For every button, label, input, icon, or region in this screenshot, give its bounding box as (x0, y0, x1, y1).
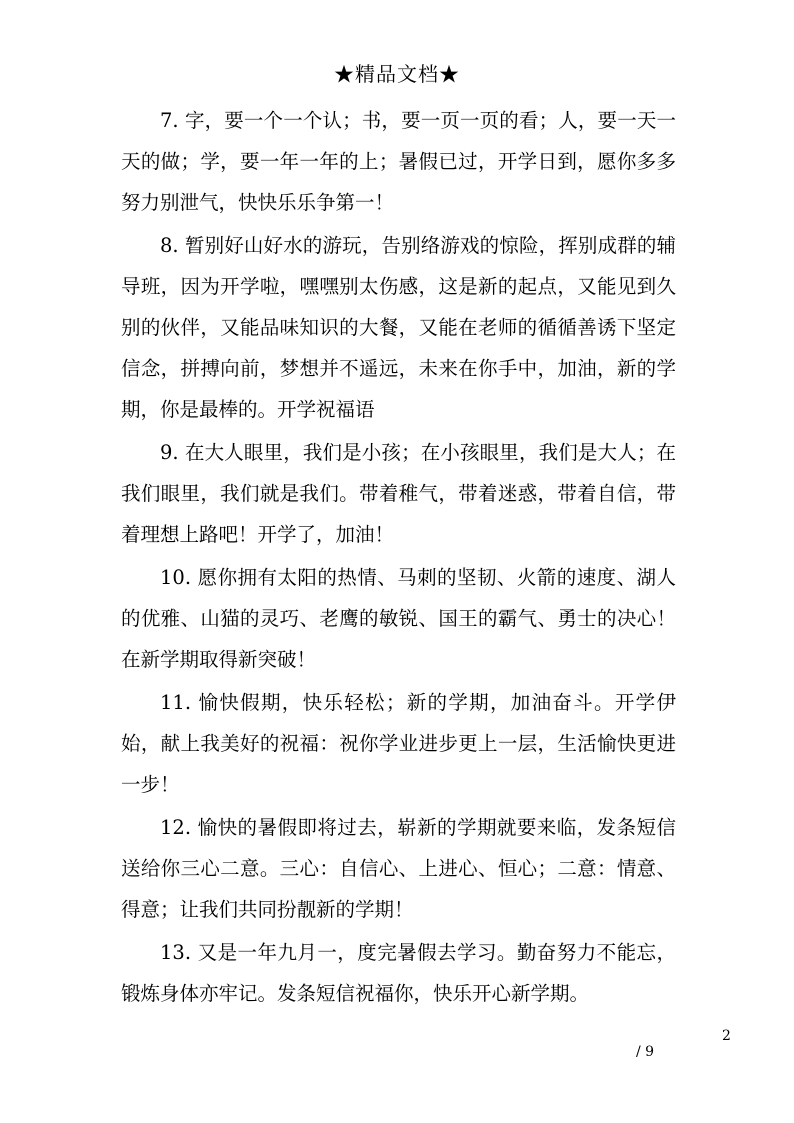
paragraph-9: 9. 在大人眼里，我们是小孩；在小孩眼里，我们是大人；在我们眼里，我们就是我们。带着稚气，带着迷惑，带着自信，带着理想上路吧！开学了，加油！ (121, 441, 676, 546)
paragraph-11: 11. 愉快假期，快乐轻松；新的学期，加油奋斗。开学伊始，献上我美好的祝福：祝你学业进步更上一层，生活愉快更进一步！ (121, 691, 676, 796)
paragraph-7: 7. 字，要一个一个认；书，要一页一页的看；人，要一天一天的做；学，要一年一年的上；暑假已过，开学日到，愿你多多努力别泄气，快快乐乐争第一！ (121, 109, 676, 214)
document-header-title: ★精品文档★ (334, 62, 460, 86)
document-body (121, 100, 676, 1016)
paragraph-12: 12. 愉快的暑假即将过去，崭新的学期就要来临，发条短信送给你三心二意。三心：自信心、上进心、恒心；二意：情意、得意；让我们共同扮靓新的学期！ (121, 816, 676, 921)
page-number: 2 (722, 1028, 731, 1044)
paragraph-13: 13. 又是一年九月一，度完暑假去学习。勤奋努力不能忘，锻炼身体亦牢记。发条短信祝福你，快乐开心新学期。 (121, 941, 676, 1005)
page-total: / 9 (636, 1044, 655, 1060)
paragraph-10: 10. 愿你拥有太阳的热情、马刺的坚韧、火箭的速度、湖人的优雅、山猫的灵巧、老鹰的敏锐、国王的霸气、勇士的决心！在新学期取得新突破！ (121, 566, 676, 671)
paragraph-8: 8. 暂别好山好水的游玩，告别络游戏的惊险，挥别成群的辅导班，因为开学啦，嘿嘿别太伤感，这是新的起点，又能见到久别的伙伴，又能品味知识的大餐，又能在老师的循循善诱下坚定信念，拼搏向前，梦想并不遥远，未来在你手中，加油，新的学期，你是最棒的。开学祝福语 (121, 234, 676, 421)
